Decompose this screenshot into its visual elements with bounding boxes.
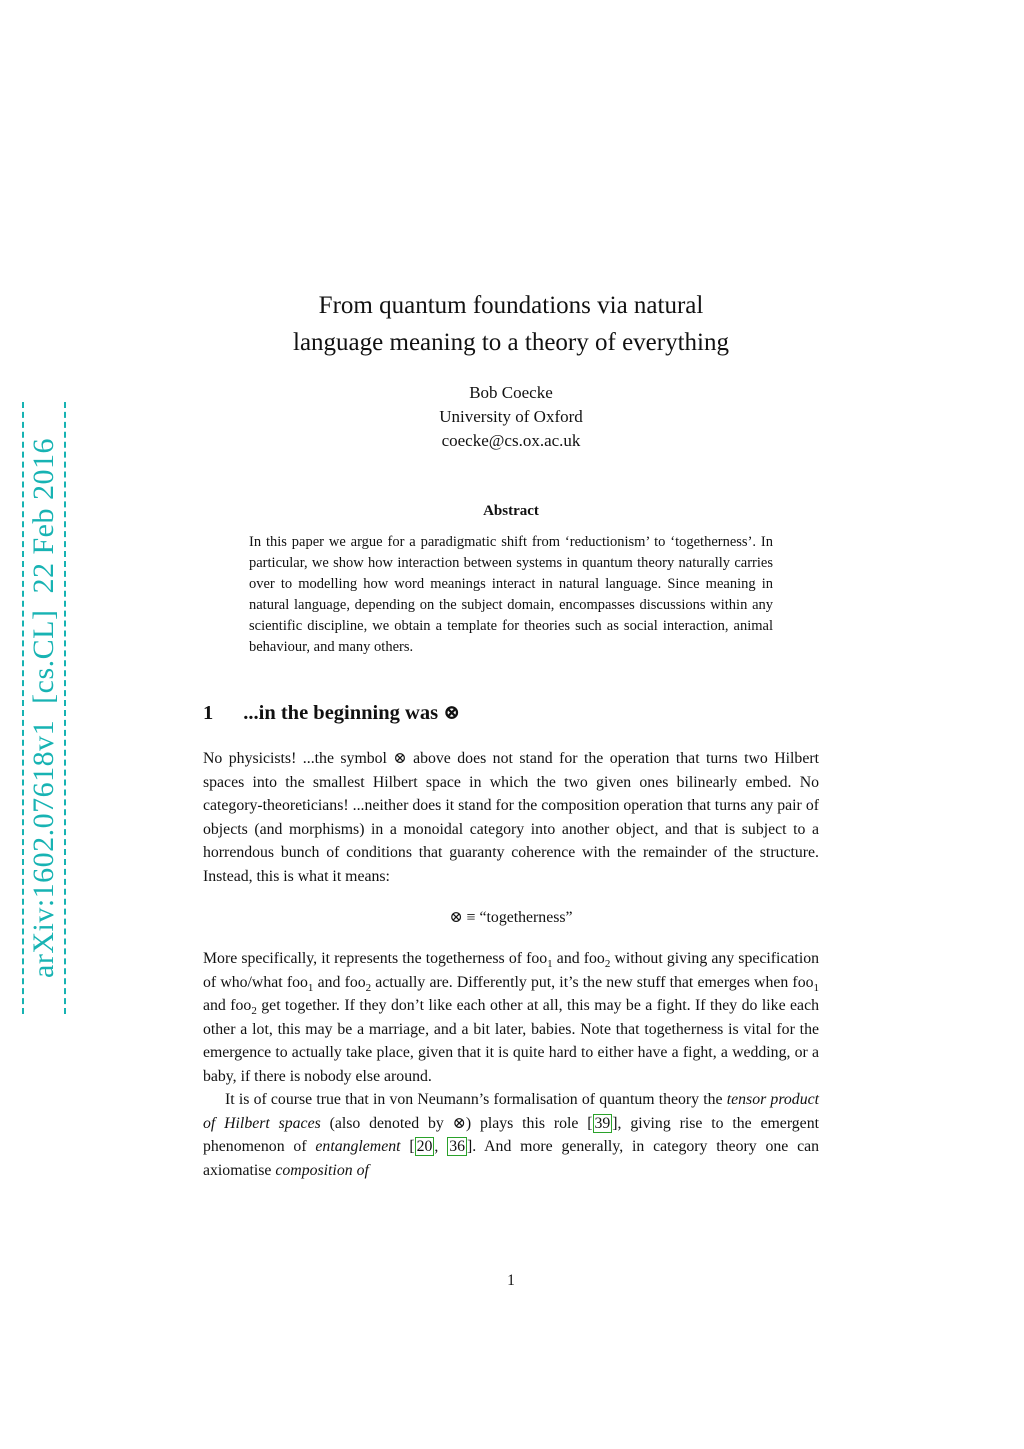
author-block xyxy=(203,381,819,453)
text-run: (also denoted by ⊗) plays this role [ xyxy=(320,1114,593,1132)
paper-content xyxy=(203,0,819,1182)
citation-link[interactable]: 36 xyxy=(449,1138,465,1155)
paragraph xyxy=(203,747,819,888)
text-run: ]. And more generally, in category theory one can axiomatise xyxy=(203,1138,819,1179)
text-run: [ xyxy=(400,1138,415,1155)
citation-link[interactable]: 20 xyxy=(416,1138,433,1155)
text-run: and foo xyxy=(203,997,252,1014)
abstract-text: In this paper we argue for a paradigmatic shift from ‘reductionism’ to ‘togetherness’. In particular, we show how interaction between systems in quantum theory naturally carries over to modelling how word meanings interact in natural language. Since meaning in natural language, depending on the subject domain, encompasses discussions within any scientific discipline, we obtain a template for theories such as social interaction, animal behaviour, and many others. xyxy=(249,534,773,655)
text-run: It is of course true that in von Neumann’s formalisation of quantum theory the xyxy=(225,1091,727,1108)
text-run: without giving any specification of who/what foo xyxy=(203,950,819,991)
text-run: More specifically, it represents the togetherness of foo xyxy=(203,950,548,967)
text-run: 2 xyxy=(251,1005,257,1018)
page-number: 1 xyxy=(507,1272,515,1289)
title-line-1: From quantum foundations via natural xyxy=(318,292,704,319)
text-run: 2 xyxy=(365,981,372,994)
paragraph xyxy=(203,1088,819,1182)
text-run: ], giving rise to the emergent phenomenon of xyxy=(203,1114,819,1155)
paragraph xyxy=(203,947,819,1088)
citation-link[interactable]: 39 xyxy=(594,1114,611,1132)
text-run: entanglement xyxy=(315,1138,401,1155)
paper-title xyxy=(203,287,819,361)
author-name: Bob Coecke xyxy=(469,383,553,402)
text-run: actually are. Differently put, it’s the new stuff that emerges when foo xyxy=(371,973,814,991)
text-run: tensor product of Hilbert spaces xyxy=(203,1091,819,1132)
title-line-2: language meaning to a theory of everything xyxy=(293,329,729,356)
text-run: 2 xyxy=(604,958,611,971)
text-run: , xyxy=(434,1138,448,1155)
text-run: 1 xyxy=(813,981,819,994)
text-run: No physicists! ...the symbol ⊗ above does not stand for the operation that turns two Hilbert spaces into the smallest Hilbert space in which the two given ones bilinearly embed. No category-theoreticians! ...neither does it stand for the composition operation that turns any pair of objects (and morphisms) in a monoidal category into another object, and that is subject to a horrendous bunch of conditions that guaranty coherence with the remainder of the structure. Instead, this is what it means: xyxy=(203,750,819,885)
section-title: ...in the beginning was ⊗ xyxy=(243,702,461,724)
text-run: get together. If they don’t like each other at all, this may be a fight. If they do like each other a lot, this may be a marriage, and a bit later, babies. Note that togetherness is vital for the emergence to actually take place, given that it is quite hard to either have a fight, a wedding, or a baby, if there is nobody else around. xyxy=(203,997,819,1085)
section-heading xyxy=(203,700,819,725)
text-run: 1 xyxy=(547,958,553,971)
text-run: and foo xyxy=(313,973,366,991)
author-email: coecke@cs.ox.ac.uk xyxy=(441,431,581,450)
abstract-heading: Abstract xyxy=(483,503,539,519)
display-equation: ⊗ ≡ “togetherness” xyxy=(449,909,573,926)
text-run: composition of xyxy=(275,1161,369,1179)
text-run: 1 xyxy=(307,981,314,994)
text-run: and foo xyxy=(552,950,605,967)
section-number: 1 xyxy=(203,702,214,724)
author-affiliation: University of Oxford xyxy=(439,407,583,426)
arxiv-stamp-link[interactable]: arXiv:1602.07618v1 [cs.CL] 22 Feb 2016 xyxy=(22,402,66,1014)
